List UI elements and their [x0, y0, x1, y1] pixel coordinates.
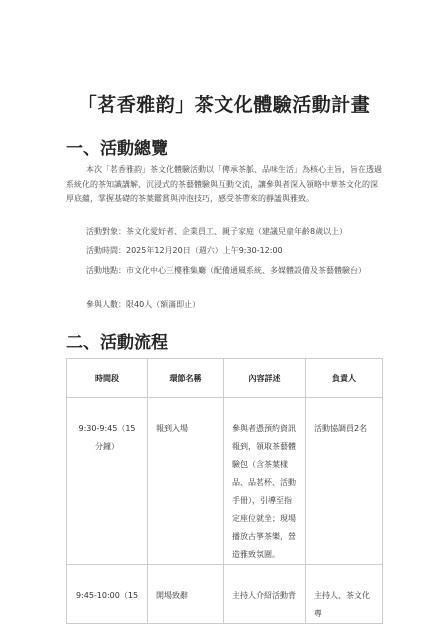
- cell-owner: 活動協調員2名: [306, 398, 383, 565]
- cell-name: 報到入場: [148, 398, 224, 565]
- table-row: [67, 565, 383, 624]
- section-heading-overview: 一、活動總覽: [66, 139, 168, 159]
- cell-time: 9:45-10:00（15: [67, 565, 148, 624]
- overview-time: 活動時間：2025年12月20日（週六）上午9:30-12:00: [86, 246, 283, 255]
- table-row: [67, 398, 383, 565]
- column-header-owner: 負責人: [306, 359, 383, 398]
- cell-detail: 參與者憑預約資訊報到，領取茶藝體驗包（含茶葉樣品、品茗杯、活動手冊），引導至指定座位就坐；現場播放古箏茶樂，營造雅致氛圍。: [224, 398, 306, 565]
- cell-detail: 主持人介紹活動背: [224, 565, 306, 624]
- cell-time: 9:30-9:45（15分鐘）: [67, 398, 148, 565]
- overview-target: 活動對象：茶文化愛好者、企業員工、親子家庭（建議兒童年齡8歲以上）: [86, 227, 348, 236]
- overview-intro: 本次「茗香雅韵」茶文化體驗活動以「傳承茶脈、品味生活」為核心主旨，旨在透過系統化的茶知識講解、沉浸式的茶藝體驗與互動交流，讓參與者深入領略中華茶文化的深厚底蘊，掌握基礎的茶葉鑑賞與沖泡技巧，感受茶帶來的靜謐與雅致。: [66, 165, 382, 204]
- cell-name: 開場致辭: [148, 565, 224, 624]
- page-title: 「茗香雅韵」茶文化體驗活動計畫: [77, 94, 371, 116]
- overview-location: 活動地點：市文化中心三樓雅集廳（配備通風系統、多媒體設備及茶藝體驗台）: [86, 266, 366, 275]
- section-heading-schedule: 二、活動流程: [66, 333, 168, 353]
- column-header-name: 環節名稱: [148, 359, 224, 398]
- column-header-time: 時間段: [67, 359, 148, 398]
- schedule-table: [66, 358, 383, 624]
- column-header-detail: 內容詳述: [224, 359, 306, 398]
- table-header-row: [67, 359, 383, 398]
- cell-owner: 主持人、茶文化專: [306, 565, 383, 624]
- overview-capacity: 參與人數：限40人（額滿即止）: [86, 300, 201, 309]
